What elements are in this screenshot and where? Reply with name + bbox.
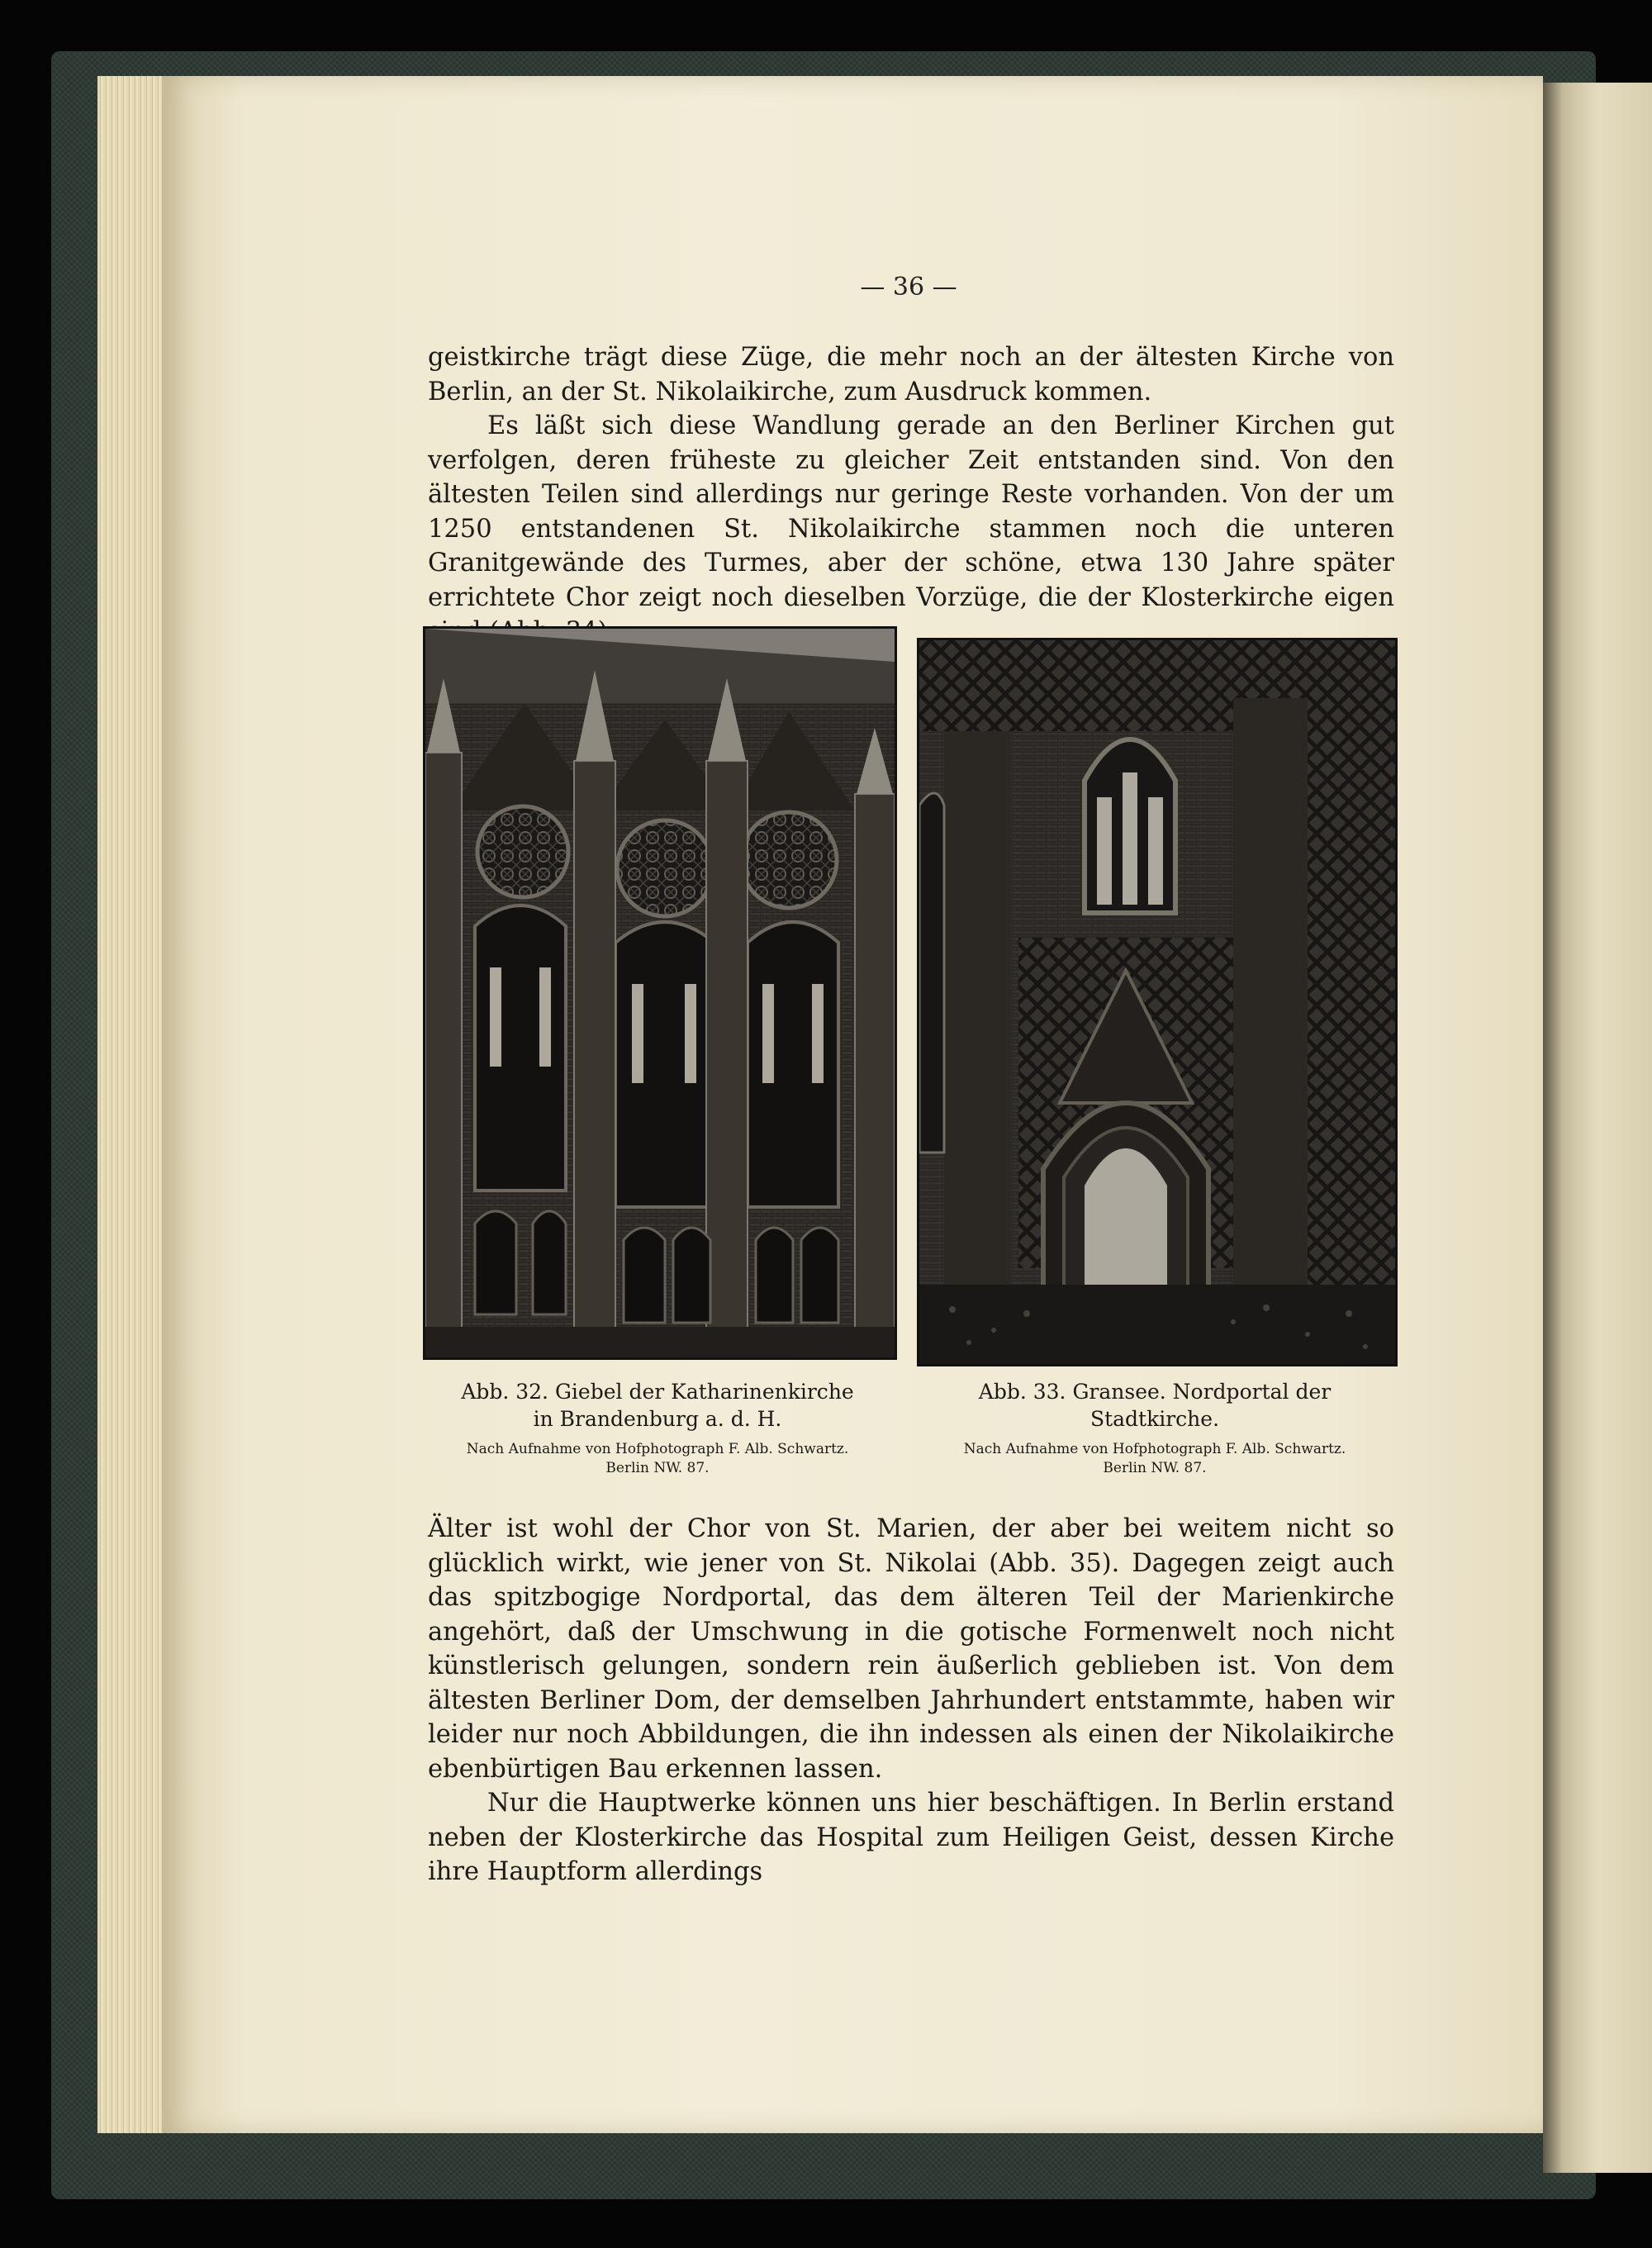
figure-katharinenkirche-gable bbox=[423, 626, 897, 1360]
portal-photo bbox=[919, 640, 1395, 1364]
figure-gransee-nordportal bbox=[917, 638, 1398, 1366]
caption-line: Abb. 32. Giebel der Katharinenkirche bbox=[461, 1380, 854, 1404]
figure-caption-right bbox=[917, 1378, 1393, 1477]
gable-photo bbox=[425, 629, 895, 1357]
body-text-bottom bbox=[428, 1512, 1394, 1889]
paragraph: Älter ist wohl der Chor von St. Marien, der aber bei weitem nicht so glücklich wirkt, wie jener von St. Nikolai (Abb. 35). Dagegen zeigt auch das spitzbogige Nordportal, das dem älteren Teil der Marienkirche angehört, daß der Umschwung in die gotische Formenwelt noch nicht künstlerisch gelungen, sondern rein äußerlich geblieben ist. Von dem ältesten Berliner Dom, der demselben Jahrhundert entstammte, haben wir leider nur noch Abbildungen, die ihn indessen als einen der Nikolaikirche ebenbürtigen Bau erkennen lassen. bbox=[428, 1514, 1394, 1784]
page-number: — 36 — bbox=[860, 273, 957, 302]
photo-credit: Nach Aufnahme von Hofphotograph F. Alb. Schwartz. bbox=[466, 1441, 849, 1457]
paragraph: Es läßt sich diese Wandlung gerade an den Berliner Kirchen gut verfolgen, deren früheste zu gleicher Zeit entstanden sind. Von den ältesten Teilen sind allerdings nur geringe Reste vorhanden. Von der um 1250 entstandenen St. Nikolaikirche stammen noch die unteren Granitgewände des Turmes, aber der schöne, etwa 130 Jahre später errichtete Chor zeigt noch dieselben Vorzüge, die der Klosterkirche eigen bbox=[428, 411, 1394, 612]
caption-line: Stadtkirche. bbox=[1089, 1407, 1220, 1431]
caption-line: in Brandenburg a. d. H. bbox=[533, 1407, 782, 1431]
photo-credit-city: Berlin NW. 87. bbox=[605, 1460, 710, 1476]
photo-credit: Nach Aufnahme von Hofphotograph F. Alb. Schwartz. bbox=[963, 1441, 1346, 1457]
facing-page-edge bbox=[1543, 83, 1652, 2173]
caption-line: Abb. 33. Gransee. Nordportal der bbox=[978, 1380, 1332, 1404]
photo-credit-city: Berlin NW. 87. bbox=[1103, 1460, 1207, 1476]
figure-caption-left bbox=[423, 1378, 892, 1477]
paragraph: Nur die Hauptwerke können uns hier beschäftigen. In Berlin erstand neben der Klosterkirche das Hospital zum Heiligen Geist, dessen Kirche ihre Hauptform allerdings bbox=[428, 1789, 1394, 1886]
body-text-top bbox=[428, 340, 1394, 649]
paragraph: geistkirche trägt diese Züge, die mehr noch an der ältesten Kirche von Berlin, an der St. Nikolaikirche, zum Ausdruck kommen. bbox=[428, 343, 1394, 406]
